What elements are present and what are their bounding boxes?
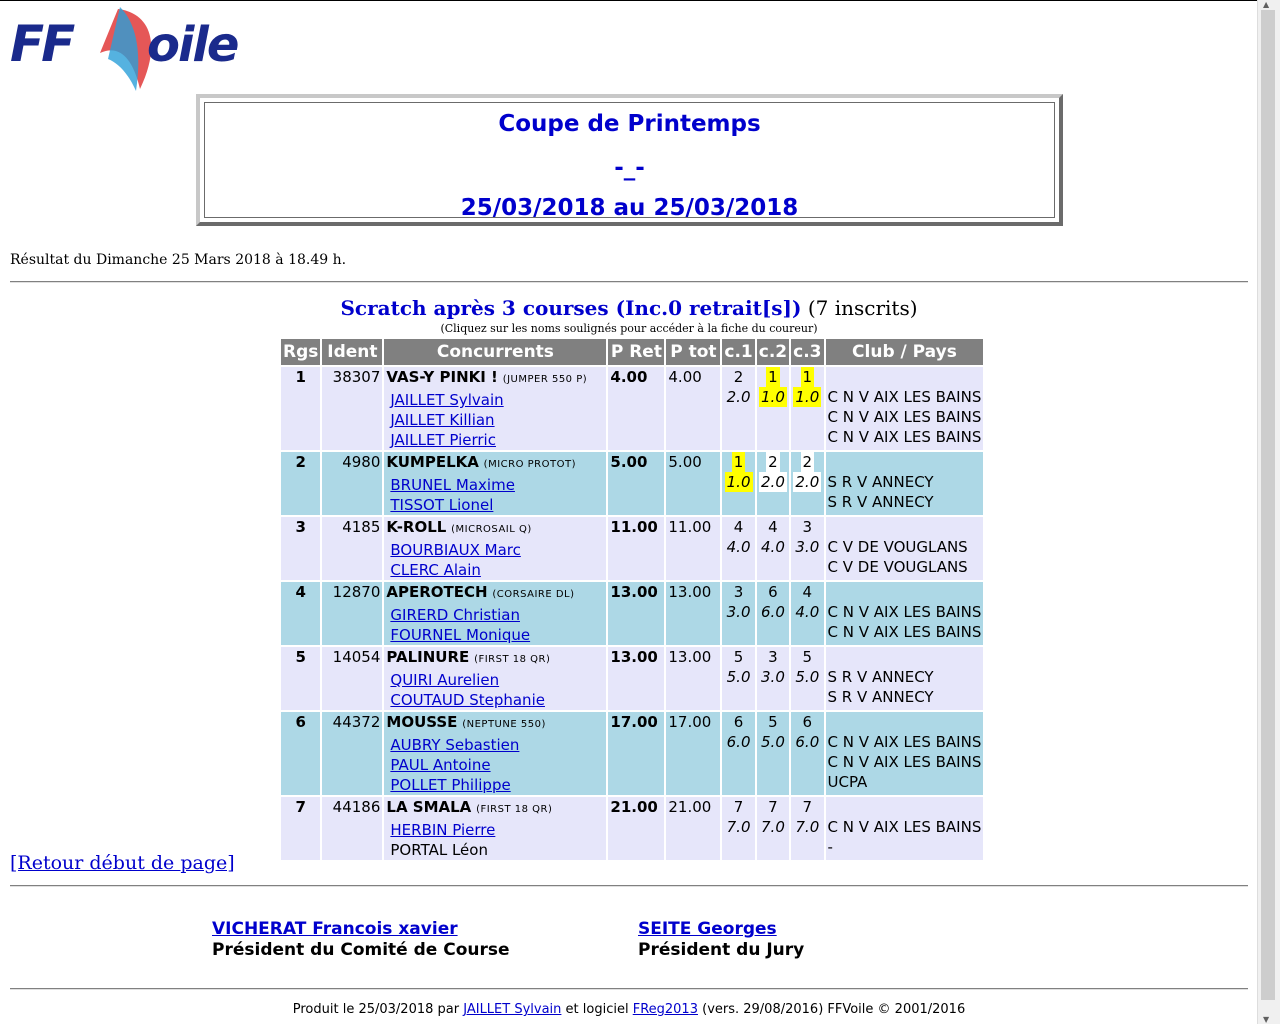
rank-cell: 1 <box>281 367 320 450</box>
table-row <box>281 367 983 450</box>
crew-member-link[interactable]: AUBRY Sebastien <box>390 736 520 754</box>
race-score: 1.0 <box>795 388 820 406</box>
club-cell <box>826 647 984 710</box>
scratch-heading <box>0 296 1258 320</box>
race-place: 1 <box>802 368 813 386</box>
boat-name: MOUSSE <box>386 713 458 731</box>
column-header: P Ret <box>608 339 664 365</box>
crew-member-link[interactable]: BRUNEL Maxime <box>390 476 515 494</box>
crew-member-link[interactable]: PAUL Antoine <box>390 756 491 774</box>
race-place: 4 <box>733 518 744 536</box>
rank-cell: 6 <box>281 712 320 795</box>
ident-cell: 44186 <box>322 797 382 860</box>
race-result-cell <box>791 647 823 710</box>
race-score: 3.0 <box>795 538 820 556</box>
crew-member-link[interactable]: GIRERD Christian <box>390 606 520 624</box>
signature-committee <box>212 919 510 961</box>
race-score: 1.0 <box>761 388 785 406</box>
race-place: 6 <box>733 713 744 731</box>
crew-member <box>386 670 604 690</box>
boat-class: (FIRST 18 QR) <box>476 804 553 815</box>
competitors-cell <box>384 452 606 515</box>
table-row <box>281 452 983 515</box>
boat-name: PALINURE <box>386 648 470 666</box>
title-box <box>196 94 1063 226</box>
crew-member <box>386 410 604 430</box>
crew-member-link[interactable]: HERBIN Pierre <box>390 821 496 839</box>
race-place: 5 <box>768 713 778 731</box>
committee-president-role: Président du Comité de Course <box>212 940 510 960</box>
results-body <box>281 367 983 860</box>
regatta-subtitle: -_- <box>614 155 645 181</box>
regatta-dates: 25/03/2018 au 25/03/2018 <box>460 195 799 221</box>
boat-name: APEROTECH <box>386 583 488 601</box>
crew-member-link[interactable]: JAILLET Killian <box>390 411 495 429</box>
club-name: C N V AIX LES BAINS <box>827 408 982 426</box>
divider <box>10 281 1248 283</box>
race-score: 7.0 <box>761 818 785 836</box>
points-ret-cell: 17.00 <box>608 712 664 795</box>
club-name: C N V AIX LES BAINS <box>827 818 982 836</box>
crew-member-link[interactable]: COUTAUD Stephanie <box>390 691 545 709</box>
footer-software-link[interactable]: FReg2013 <box>632 1002 698 1017</box>
table-header-row <box>281 339 983 365</box>
race-result-cell <box>722 582 754 645</box>
race-place: 4 <box>768 518 778 536</box>
race-result-cell <box>722 797 754 860</box>
scroll-down-icon[interactable]: ▼ <box>1263 1015 1270 1024</box>
crew-member-link[interactable]: BOURBIAUX Marc <box>390 541 521 559</box>
scrollbar-thumb[interactable] <box>1261 10 1275 1000</box>
race-place: 6 <box>802 713 813 731</box>
club-name: - <box>827 838 833 856</box>
race-score: 4.0 <box>795 603 820 621</box>
boat-class: (MICROSAIL Q) <box>451 524 532 535</box>
jury-president-link[interactable]: SEITE Georges <box>638 919 777 939</box>
crew-member-link[interactable]: TISSOT Lionel <box>390 496 494 514</box>
crew-member <box>386 560 604 580</box>
club-name: S R V ANNECY <box>827 688 934 706</box>
crew-member <box>386 495 604 515</box>
signature-jury <box>638 919 804 961</box>
race-result-cell <box>757 517 789 580</box>
column-header: Ident <box>322 339 382 365</box>
race-result-cell <box>757 452 789 515</box>
column-header: Concurrents <box>384 339 606 365</box>
club-name: C N V AIX LES BAINS <box>827 428 982 446</box>
rank-cell: 7 <box>281 797 320 860</box>
race-result-cell <box>722 367 754 450</box>
column-header: c.3 <box>791 339 823 365</box>
logo-text-oile: oile <box>147 17 238 73</box>
crew-member <box>386 690 604 710</box>
race-place: 2 <box>802 453 813 471</box>
club-cell <box>826 517 984 580</box>
boat-name: K-ROLL <box>386 518 447 536</box>
scratch-title: Scratch après 3 courses (Inc.0 retrait[s]) <box>340 296 802 320</box>
ident-cell: 14054 <box>322 647 382 710</box>
boat-class: (CORSAIRE DL) <box>492 589 575 600</box>
race-score: 4.0 <box>726 538 751 556</box>
click-note: (Cliquez sur les noms soulignés pour accéder à la fiche du coureur) <box>440 322 818 335</box>
crew-member <box>386 390 604 410</box>
points-total-cell: 11.00 <box>666 517 720 580</box>
competitors-cell <box>384 582 606 645</box>
crew-member <box>386 775 604 795</box>
club-cell <box>826 797 984 860</box>
race-place: 7 <box>768 798 778 816</box>
race-place: 2 <box>768 453 778 471</box>
jury-president-role: Président du Jury <box>638 940 805 960</box>
race-place: 1 <box>768 368 778 386</box>
club-name: S R V ANNECY <box>827 668 934 686</box>
club-cell <box>826 452 984 515</box>
race-result-cell <box>757 582 789 645</box>
race-place: 1 <box>733 453 744 471</box>
race-score: 4.0 <box>761 538 785 556</box>
race-place: 5 <box>733 648 744 666</box>
club-name: S R V ANNECY <box>827 473 934 491</box>
race-score: 6.0 <box>761 603 785 621</box>
points-total-cell: 21.00 <box>666 797 720 860</box>
column-header: c.2 <box>757 339 789 365</box>
race-result-cell <box>757 797 789 860</box>
club-name: C V DE VOUGLANS <box>827 558 968 576</box>
logo-text-ff: FF <box>10 15 73 73</box>
club-name: C N V AIX LES BAINS <box>827 753 982 771</box>
club-name: C N V AIX LES BAINS <box>827 388 982 406</box>
boat-class: (NEPTUNE 550) <box>462 719 546 730</box>
back-to-top-link[interactable]: [Retour début de page] <box>10 852 235 874</box>
race-place: 2 <box>733 368 744 386</box>
race-result-cell <box>791 797 823 860</box>
points-total-cell: 17.00 <box>666 712 720 795</box>
crew-member-link[interactable]: FOURNEL Monique <box>390 626 531 644</box>
footer-text: (vers. 29/08/2016) FFVoile © 2001/2016 <box>697 1002 966 1017</box>
points-total-cell: 5.00 <box>666 452 720 515</box>
race-result-cell <box>791 712 823 795</box>
race-result-cell <box>722 712 754 795</box>
crew-member-link[interactable]: CLERC Alain <box>390 561 481 579</box>
club-name: C N V AIX LES BAINS <box>827 733 982 751</box>
points-ret-cell: 21.00 <box>608 797 664 860</box>
crew-member <box>386 540 604 560</box>
competitors-cell <box>384 367 606 450</box>
race-score: 7.0 <box>795 818 820 836</box>
crew-member-link[interactable]: POLLET Philippe <box>390 776 511 794</box>
crew-member <box>386 735 604 755</box>
boat-class: (FIRST 18 QR) <box>474 654 551 665</box>
race-result-cell <box>722 517 754 580</box>
ffvoile-logo[interactable] <box>10 3 270 93</box>
crew-member-link[interactable]: JAILLET Pierric <box>390 431 496 449</box>
rank-cell: 5 <box>281 647 320 710</box>
back-to-top <box>10 852 235 874</box>
club-name: C N V AIX LES BAINS <box>827 603 982 621</box>
race-score: 5.0 <box>795 668 820 686</box>
club-name: C N V AIX LES BAINS <box>827 623 982 641</box>
divider <box>10 988 1248 990</box>
table-row <box>281 582 983 645</box>
race-place: 3 <box>768 648 778 666</box>
scroll-up-icon[interactable]: ▲ <box>1263 0 1270 9</box>
crew-member: PORTAL Léon <box>390 841 488 859</box>
race-result-cell <box>791 452 823 515</box>
ident-cell: 4980 <box>322 452 382 515</box>
points-total-cell: 4.00 <box>666 367 720 450</box>
race-result-cell <box>791 582 823 645</box>
crew-member <box>386 755 604 775</box>
ident-cell: 44372 <box>322 712 382 795</box>
divider <box>10 885 1248 887</box>
ident-cell: 12870 <box>322 582 382 645</box>
table-row <box>281 647 983 710</box>
race-score: 5.0 <box>761 733 785 751</box>
points-ret-cell: 13.00 <box>608 582 664 645</box>
boat-class: (JUMPER 550 P) <box>502 374 588 385</box>
ident-cell: 38307 <box>322 367 382 450</box>
competitors-cell <box>384 797 606 860</box>
column-header: Rgs <box>281 339 320 365</box>
committee-president-link[interactable]: VICHERAT Francois xavier <box>212 919 458 939</box>
column-header: Club / Pays <box>826 339 984 365</box>
race-score: 6.0 <box>795 733 820 751</box>
crew-member <box>386 820 604 840</box>
club-name: UCPA <box>827 773 868 791</box>
footer <box>0 1002 1258 1017</box>
crew-member <box>386 475 604 495</box>
race-result-cell <box>757 367 789 450</box>
footer-text: Produit le 25/03/2018 par <box>292 1002 464 1017</box>
race-result-cell <box>757 712 789 795</box>
regatta-title: Coupe de Printemps <box>498 111 761 137</box>
competitors-cell <box>384 647 606 710</box>
results-table <box>279 337 985 862</box>
rank-cell: 2 <box>281 452 320 515</box>
race-score: 2.0 <box>726 388 751 406</box>
crew-member <box>386 605 604 625</box>
vertical-scrollbar[interactable] <box>1257 0 1280 1024</box>
footer-text: et logiciel <box>561 1002 633 1017</box>
race-score: 3.0 <box>761 668 785 686</box>
ident-cell: 4185 <box>322 517 382 580</box>
race-score: 2.0 <box>795 473 820 491</box>
race-result-cell <box>791 517 823 580</box>
race-place: 3 <box>733 583 744 601</box>
race-score: 5.0 <box>726 668 751 686</box>
points-ret-cell: 4.00 <box>608 367 664 450</box>
competitors-cell <box>384 712 606 795</box>
column-header: P tot <box>666 339 720 365</box>
scratch-count: (7 inscrits) <box>801 296 918 320</box>
competitors-cell <box>384 517 606 580</box>
race-result-cell <box>791 367 823 450</box>
points-total-cell: 13.00 <box>666 647 720 710</box>
race-result-cell <box>722 647 754 710</box>
race-score: 1.0 <box>726 473 751 491</box>
club-cell <box>826 712 984 795</box>
table-row <box>281 797 983 860</box>
title-inner <box>204 102 1055 221</box>
club-name: S R V ANNECY <box>827 493 934 511</box>
result-date: Résultat du Dimanche 25 Mars 2018 à 18.49 h. <box>10 252 347 268</box>
table-row <box>281 517 983 580</box>
table-row <box>281 712 983 795</box>
boat-name: KUMPELKA <box>386 453 479 471</box>
crew-member-link[interactable]: QUIRI Aurelien <box>390 671 500 689</box>
race-result-cell <box>757 647 789 710</box>
club-cell <box>826 582 984 645</box>
points-total-cell: 13.00 <box>666 582 720 645</box>
race-score: 6.0 <box>726 733 751 751</box>
club-cell <box>826 367 984 450</box>
boat-class: (MICRO PROTOT) <box>483 459 576 470</box>
boat-name: VAS-Y PINKI ! <box>386 368 498 386</box>
points-ret-cell: 13.00 <box>608 647 664 710</box>
crew-member-link[interactable]: JAILLET Sylvain <box>390 391 504 409</box>
race-place: 7 <box>733 798 744 816</box>
race-place: 3 <box>802 518 813 536</box>
race-score: 7.0 <box>726 818 751 836</box>
points-ret-cell: 5.00 <box>608 452 664 515</box>
race-place: 7 <box>802 798 813 816</box>
race-result-cell <box>722 452 754 515</box>
column-header: c.1 <box>722 339 754 365</box>
crew-member <box>386 430 604 450</box>
rank-cell: 4 <box>281 582 320 645</box>
footer-author-link[interactable]: JAILLET Sylvain <box>463 1002 562 1017</box>
race-score: 2.0 <box>761 473 785 491</box>
race-place: 6 <box>768 583 778 601</box>
club-name: C V DE VOUGLANS <box>827 538 968 556</box>
boat-name: LA SMALA <box>386 798 472 816</box>
race-score: 3.0 <box>726 603 751 621</box>
crew-member <box>386 625 604 645</box>
rank-cell: 3 <box>281 517 320 580</box>
race-place: 4 <box>802 583 813 601</box>
points-ret-cell: 11.00 <box>608 517 664 580</box>
race-place: 5 <box>802 648 813 666</box>
